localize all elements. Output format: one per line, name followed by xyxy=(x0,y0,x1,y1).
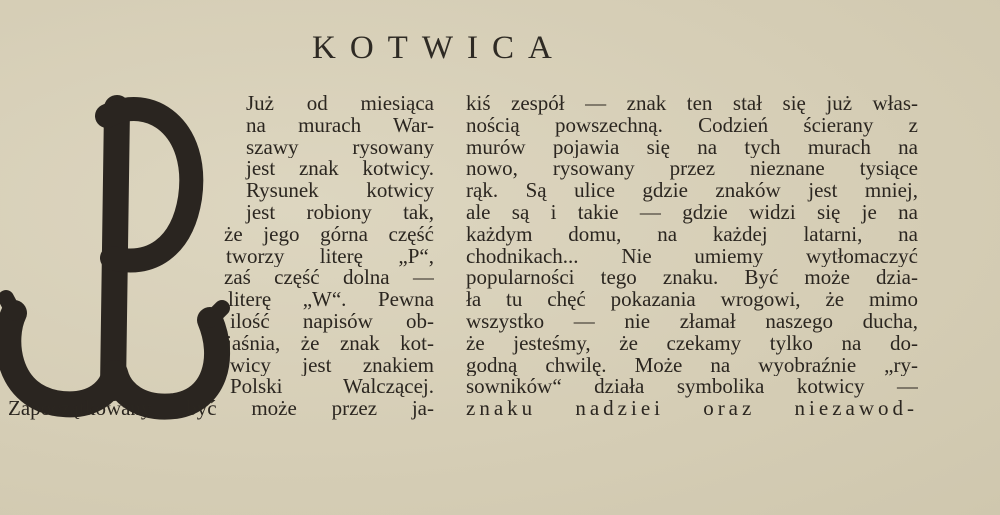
text-line: ła tu chęć pokazania wrogowi, że mimo xyxy=(466,289,918,311)
text-line: popularności tego znaku. Być może dzia- xyxy=(466,267,918,290)
text-column-left xyxy=(8,93,434,420)
text-line: że jesteśmy, że czekamy tylko na do- xyxy=(466,332,918,355)
text-line: wszystko — nie złamał naszego ducha, xyxy=(466,310,918,333)
text-line: ilość napisów ob- xyxy=(230,310,434,333)
text-line: literę „W“. Pewna xyxy=(228,289,434,311)
text-line: jest znak kotwicy. xyxy=(246,158,434,181)
text-line: sowników“ działa symbolika kotwicy — xyxy=(466,376,918,399)
text-line: Zapoczątkowany być może przez ja- xyxy=(8,398,434,420)
text-line: nowo, rysowany przez nieznane tysiące xyxy=(466,158,918,181)
text-line: godną chwilę. Może na wyobraźnie „ry- xyxy=(466,354,918,377)
text-line: Polski Walczącej. xyxy=(230,376,434,399)
text-line: jaśnia, że znak kot- xyxy=(226,332,434,355)
text-line: kiś zespół — znak ten stał się już włas- xyxy=(466,93,918,115)
text-line: zaś część dolna — xyxy=(224,267,434,290)
text-line: wicy jest znakiem xyxy=(230,354,434,377)
text-line: murów pojawia się na tych murach na xyxy=(466,136,918,159)
text-line: rąk. Są ulice gdzie znaków jest mniej, xyxy=(466,180,918,202)
text-line: chodnikach... Nie umiemy wytłomaczyć xyxy=(466,245,918,268)
text-line: każdym domu, na każdej latarni, na xyxy=(466,223,918,246)
text-line: nością powszechną. Codzień ścierany z xyxy=(466,114,918,137)
text-line: Już od miesiąca xyxy=(246,93,434,115)
article-title: KOTWICA xyxy=(312,30,566,66)
text-line: znaku nadziei oraz niezawod- xyxy=(466,398,918,420)
text-line: ale są i takie — gdzie widzi się je na xyxy=(466,201,918,224)
text-line: że jego górna część xyxy=(224,223,434,246)
text-line: Rysunek kotwicy xyxy=(246,180,434,202)
text-line: na murach War- xyxy=(246,114,434,137)
text-line: szawy rysowany xyxy=(246,136,434,159)
text-column-right xyxy=(466,93,918,420)
text-line: tworzy literę „P“, xyxy=(226,245,434,268)
kotwica-anchor-icon xyxy=(0,88,240,423)
text-line: jest robiony tak, xyxy=(246,201,434,224)
